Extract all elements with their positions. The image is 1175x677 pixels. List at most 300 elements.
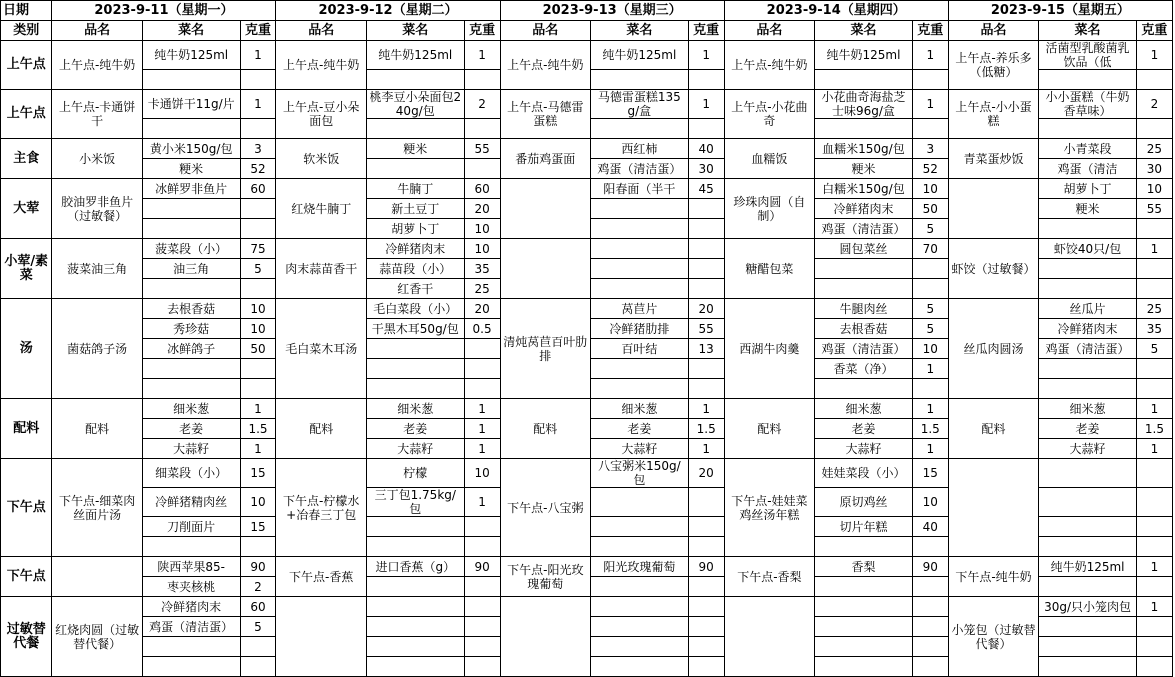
item-cell: 老姜	[1039, 419, 1137, 439]
weight-cell: 20	[464, 199, 500, 219]
dish-cell: 配料	[948, 399, 1038, 459]
item-cell: 秀珍菇	[142, 319, 240, 339]
item-cell: 蒜苗段（小）	[366, 259, 464, 279]
item-cell: 鸡蛋（清洁蛋）	[591, 159, 689, 179]
dish-cell: 软米饭	[276, 139, 366, 179]
weight-cell	[1136, 657, 1172, 677]
item-cell: 白糯米150g/包	[815, 179, 913, 199]
weight-cell: 1	[464, 41, 500, 70]
weight-cell: 5	[240, 259, 276, 279]
weight-cell: 5	[912, 219, 948, 239]
item-cell: 马德雷蛋糕135g/盒	[591, 90, 689, 119]
dish-cell: 上午点-纯牛奶	[276, 41, 366, 90]
item-cell: 老姜	[815, 419, 913, 439]
weight-cell	[1136, 359, 1172, 379]
dish-cell: 丝瓜肉圆汤	[948, 299, 1038, 399]
weight-cell: 1	[688, 399, 724, 419]
item-cell: 百叶结	[591, 339, 689, 359]
weight-cell: 15	[240, 517, 276, 537]
dish-cell: 小笼包（过敏替代餐）	[948, 597, 1038, 677]
category-cell: 下午点	[1, 557, 52, 597]
dish-cell: 上午点-纯牛奶	[500, 41, 590, 90]
dish-cell: 上午点-马德雷蛋糕	[500, 90, 590, 139]
item-cell	[591, 488, 689, 517]
item-cell: 牛腩丁	[366, 179, 464, 199]
weight-cell: 2	[240, 577, 276, 597]
day-header: 2023-9-12（星期二）	[276, 1, 500, 21]
weight-cell: 35	[464, 259, 500, 279]
item-cell: 鸡蛋（清洁蛋）	[1039, 339, 1137, 359]
weight-cell	[688, 359, 724, 379]
weight-cell: 30	[1136, 159, 1172, 179]
dish-cell: 珍珠肉圆（自制）	[724, 179, 814, 239]
weight-col-header: 克重	[1136, 21, 1172, 41]
weight-cell: 5	[240, 617, 276, 637]
weight-cell: 0.5	[464, 319, 500, 339]
weight-cell: 1	[1136, 557, 1172, 577]
item-cell: 细米葱	[815, 399, 913, 419]
weight-cell: 13	[688, 339, 724, 359]
item-cell	[142, 637, 240, 657]
category-cell: 小荤/素菜	[1, 239, 52, 299]
weight-cell: 10	[240, 488, 276, 517]
dish-cell: 虾饺（过敏餐）	[948, 239, 1038, 299]
weight-cell: 35	[1136, 319, 1172, 339]
weight-cell: 60	[240, 179, 276, 199]
dish-col-header: 品名	[500, 21, 590, 41]
item-cell	[815, 279, 913, 299]
weight-cell	[464, 359, 500, 379]
item-cell	[366, 339, 464, 359]
weight-cell	[464, 597, 500, 617]
weight-cell: 1	[240, 41, 276, 70]
weight-cell: 25	[1136, 299, 1172, 319]
weight-cell: 15	[240, 459, 276, 488]
day-header: 2023-9-11（星期一）	[52, 1, 276, 21]
weight-cell: 40	[912, 517, 948, 537]
item-cell	[591, 657, 689, 677]
weight-cell	[240, 359, 276, 379]
dish-cell: 红烧牛腩丁	[276, 179, 366, 239]
dish-cell	[948, 459, 1038, 557]
dish-cell: 青菜蛋炒饭	[948, 139, 1038, 179]
item-cell	[591, 597, 689, 617]
item-cell	[815, 379, 913, 399]
item-cell: 细菜段（小）	[142, 459, 240, 488]
item-cell	[591, 577, 689, 597]
day-header: 2023-9-15（星期五）	[948, 1, 1172, 21]
weight-cell: 90	[464, 557, 500, 577]
weight-cell: 1.5	[688, 419, 724, 439]
dish-cell	[500, 179, 590, 239]
item-cell	[815, 597, 913, 617]
dish-cell: 上午点-纯牛奶	[724, 41, 814, 90]
dish-cell: 下午点-香蕉	[276, 557, 366, 597]
item-cell	[815, 259, 913, 279]
item-cell: 细米葱	[366, 399, 464, 419]
dish-cell: 上午点-纯牛奶	[52, 41, 142, 90]
dish-cell: 菠菜油三角	[52, 239, 142, 299]
item-cell: 阳光玫瑰葡萄	[591, 557, 689, 577]
item-cell	[1039, 617, 1137, 637]
item-col-header: 菜名	[1039, 21, 1137, 41]
weight-cell	[688, 517, 724, 537]
item-cell	[1039, 259, 1137, 279]
item-cell	[1039, 219, 1137, 239]
item-cell: 大蒜籽	[366, 439, 464, 459]
item-cell	[815, 637, 913, 657]
weight-cell: 1	[1136, 597, 1172, 617]
weight-cell: 70	[912, 239, 948, 259]
weight-cell: 90	[912, 557, 948, 577]
weight-cell: 10	[464, 459, 500, 488]
dish-cell: 下午点-阳光玫瑰葡萄	[500, 557, 590, 597]
item-cell: 菠菜段（小）	[142, 239, 240, 259]
weight-cell	[464, 577, 500, 597]
item-cell	[1039, 637, 1137, 657]
item-cell: 冷鲜猪肉末	[815, 199, 913, 219]
item-cell	[1039, 577, 1137, 597]
item-cell: 冷鲜猪精肉丝	[142, 488, 240, 517]
weight-cell: 1	[240, 399, 276, 419]
dish-cell: 西湖牛肉羹	[724, 299, 814, 399]
weight-cell: 90	[688, 557, 724, 577]
item-cell: 小花曲奇海盐芝士味96g/盒	[815, 90, 913, 119]
weight-cell	[688, 379, 724, 399]
weight-cell	[688, 637, 724, 657]
weight-cell	[912, 537, 948, 557]
weight-cell: 10	[912, 339, 948, 359]
weight-cell	[1136, 537, 1172, 557]
item-cell: 冷鲜猪肉末	[366, 239, 464, 259]
weight-col-header: 克重	[912, 21, 948, 41]
dish-cell: 下午点-香梨	[724, 557, 814, 597]
item-cell: 细米葱	[142, 399, 240, 419]
weight-cell: 20	[464, 299, 500, 319]
weight-cell: 1	[688, 439, 724, 459]
item-cell: 西红柿	[591, 139, 689, 159]
item-cell: 八宝粥米150g/包	[591, 459, 689, 488]
item-cell: 粳米	[1039, 199, 1137, 219]
item-cell: 纯牛奶125ml	[142, 41, 240, 70]
dish-cell	[948, 179, 1038, 239]
item-cell	[815, 657, 913, 677]
category-cell: 大荤	[1, 179, 52, 239]
item-cell	[1039, 517, 1137, 537]
category-cell: 过敏替代餐	[1, 597, 52, 677]
weight-cell: 50	[912, 199, 948, 219]
category-cell: 主食	[1, 139, 52, 179]
weight-cell	[240, 379, 276, 399]
item-cell	[366, 119, 464, 139]
weight-cell: 1	[240, 439, 276, 459]
weight-cell: 1	[1136, 439, 1172, 459]
item-cell	[591, 119, 689, 139]
item-cell	[1039, 459, 1137, 488]
item-cell	[366, 637, 464, 657]
weight-cell: 10	[912, 179, 948, 199]
item-cell: 三丁包1.75kg/包	[366, 488, 464, 517]
item-cell	[815, 537, 913, 557]
weight-cell	[240, 219, 276, 239]
weight-cell	[688, 537, 724, 557]
dish-cell: 配料	[724, 399, 814, 459]
item-cell	[1039, 537, 1137, 557]
item-cell	[142, 279, 240, 299]
weight-cell	[464, 159, 500, 179]
item-cell	[366, 577, 464, 597]
dish-cell	[52, 557, 142, 597]
item-cell: 老姜	[142, 419, 240, 439]
dish-cell: 糖醋包菜	[724, 239, 814, 299]
item-cell	[591, 259, 689, 279]
item-cell	[591, 637, 689, 657]
item-cell: 圆包菜丝	[815, 239, 913, 259]
item-cell: 活菌型乳酸菌乳饮品（低	[1039, 41, 1137, 70]
item-cell: 枣夹核桃	[142, 577, 240, 597]
weight-cell	[240, 70, 276, 90]
weight-cell: 2	[464, 90, 500, 119]
item-cell: 丝瓜片	[1039, 299, 1137, 319]
weight-cell	[1136, 259, 1172, 279]
weight-cell: 1.5	[240, 419, 276, 439]
dish-cell: 上午点-养乐多（低糖）	[948, 41, 1038, 90]
item-cell	[591, 219, 689, 239]
item-cell	[142, 657, 240, 677]
item-cell	[591, 379, 689, 399]
weight-cell: 10	[464, 219, 500, 239]
item-cell	[1039, 70, 1137, 90]
item-cell: 毛白菜段（小）	[366, 299, 464, 319]
item-cell: 原切鸡丝	[815, 488, 913, 517]
item-cell: 干黑木耳50g/包	[366, 319, 464, 339]
weight-cell: 1	[688, 90, 724, 119]
weight-cell	[1136, 70, 1172, 90]
weight-cell: 1	[688, 41, 724, 70]
weight-cell: 10	[240, 299, 276, 319]
dish-cell: 下午点-柠檬水+冶春三丁包	[276, 459, 366, 557]
weight-cell	[688, 279, 724, 299]
item-cell	[815, 617, 913, 637]
item-cell	[815, 119, 913, 139]
weight-cell	[912, 70, 948, 90]
item-cell	[366, 159, 464, 179]
weight-cell: 5	[1136, 339, 1172, 359]
weight-cell: 10	[464, 239, 500, 259]
item-cell: 血糯米150g/包	[815, 139, 913, 159]
item-cell: 娃娃菜段（小）	[815, 459, 913, 488]
weight-cell: 3	[912, 139, 948, 159]
category-cell: 上午点	[1, 41, 52, 90]
weight-cell: 15	[912, 459, 948, 488]
item-cell: 小小蛋糕（牛奶香草味）	[1039, 90, 1137, 119]
weight-cell: 55	[1136, 199, 1172, 219]
weight-cell: 1	[464, 419, 500, 439]
weight-col-header: 克重	[464, 21, 500, 41]
dish-cell	[500, 239, 590, 299]
dish-cell: 配料	[500, 399, 590, 459]
item-cell: 鸡蛋（清洁蛋）	[142, 617, 240, 637]
weight-cell	[1136, 577, 1172, 597]
item-cell: 大蒜籽	[591, 439, 689, 459]
item-cell: 胡萝卜丁	[366, 219, 464, 239]
weight-cell	[240, 119, 276, 139]
category-label: 类别	[1, 21, 52, 41]
item-cell	[591, 537, 689, 557]
weight-cell: 60	[464, 179, 500, 199]
weight-cell: 1	[912, 399, 948, 419]
weight-col-header: 克重	[240, 21, 276, 41]
weight-cell	[464, 637, 500, 657]
dish-cell: 上午点-豆小朵面包	[276, 90, 366, 139]
dish-cell: 下午点-纯牛奶	[948, 557, 1038, 597]
weight-cell	[688, 597, 724, 617]
weight-cell	[688, 239, 724, 259]
item-cell	[366, 379, 464, 399]
item-cell	[1039, 359, 1137, 379]
weight-cell	[912, 617, 948, 637]
weight-cell	[912, 119, 948, 139]
item-cell: 去根香菇	[142, 299, 240, 319]
item-cell	[1039, 488, 1137, 517]
dish-cell	[276, 597, 366, 677]
item-cell: 桃李豆小朵面包240g/包	[366, 90, 464, 119]
weight-cell	[912, 657, 948, 677]
weight-cell: 10	[240, 319, 276, 339]
item-cell	[591, 199, 689, 219]
item-cell: 老姜	[591, 419, 689, 439]
item-cell: 阳春面（半干	[591, 179, 689, 199]
weight-cell: 52	[912, 159, 948, 179]
weight-cell	[240, 199, 276, 219]
weight-cell: 25	[1136, 139, 1172, 159]
weight-cell: 25	[464, 279, 500, 299]
weight-cell: 55	[688, 319, 724, 339]
item-cell: 细米葱	[1039, 399, 1137, 419]
dish-cell: 配料	[52, 399, 142, 459]
item-cell: 牛腿肉丝	[815, 299, 913, 319]
weight-cell	[1136, 617, 1172, 637]
category-cell: 汤	[1, 299, 52, 399]
weight-cell	[912, 637, 948, 657]
weight-cell: 20	[688, 459, 724, 488]
item-cell	[366, 617, 464, 637]
item-cell: 刀削面片	[142, 517, 240, 537]
weight-cell: 1	[464, 488, 500, 517]
item-cell: 卡通饼干11g/片	[142, 90, 240, 119]
weight-cell	[1136, 637, 1172, 657]
weight-cell	[1136, 517, 1172, 537]
item-cell: 莴苣片	[591, 299, 689, 319]
dish-cell: 上午点-卡通饼干	[52, 90, 142, 139]
item-cell: 香菜（净）	[815, 359, 913, 379]
dish-cell: 小米饭	[52, 139, 142, 179]
item-col-header: 菜名	[591, 21, 689, 41]
weight-cell: 90	[240, 557, 276, 577]
item-cell	[815, 577, 913, 597]
weight-cell: 75	[240, 239, 276, 259]
item-cell: 纯牛奶125ml	[591, 41, 689, 70]
item-cell: 冷鲜猪肋排	[591, 319, 689, 339]
dish-col-header: 品名	[948, 21, 1038, 41]
item-cell: 柠檬	[366, 459, 464, 488]
dish-cell: 毛白菜木耳汤	[276, 299, 366, 399]
weight-cell	[464, 537, 500, 557]
weight-col-header: 克重	[688, 21, 724, 41]
weight-cell: 60	[240, 597, 276, 617]
item-cell: 冷鲜猪肉末	[1039, 319, 1137, 339]
dish-cell: 下午点-八宝粥	[500, 459, 590, 557]
dish-cell	[724, 597, 814, 677]
weight-cell	[688, 119, 724, 139]
weight-cell: 1	[1136, 41, 1172, 70]
item-cell: 粳米	[142, 159, 240, 179]
weight-cell: 1	[912, 41, 948, 70]
weight-cell: 20	[688, 299, 724, 319]
item-cell	[591, 359, 689, 379]
item-cell: 新土豆丁	[366, 199, 464, 219]
item-cell: 30g/只小笼肉包	[1039, 597, 1137, 617]
weight-cell: 1.5	[1136, 419, 1172, 439]
weight-cell	[240, 279, 276, 299]
item-cell: 冰鲜鸽子	[142, 339, 240, 359]
dish-cell: 下午点-细菜肉丝面片汤	[52, 459, 142, 557]
weight-cell: 52	[240, 159, 276, 179]
weight-cell: 1	[1136, 399, 1172, 419]
item-cell	[142, 537, 240, 557]
category-cell: 上午点	[1, 90, 52, 139]
weight-cell: 5	[912, 319, 948, 339]
weight-cell: 10	[912, 488, 948, 517]
dish-cell: 上午点-小花曲奇	[724, 90, 814, 139]
item-col-header: 菜名	[815, 21, 913, 41]
weight-cell: 1	[912, 439, 948, 459]
dish-cell: 肉末蒜苗香干	[276, 239, 366, 299]
date-label: 日期	[1, 1, 52, 21]
weight-cell	[240, 657, 276, 677]
item-cell: 红香干	[366, 279, 464, 299]
dish-cell: 清炖莴苣百叶肋排	[500, 299, 590, 399]
item-cell	[142, 70, 240, 90]
dish-cell: 血糯饭	[724, 139, 814, 179]
item-cell	[366, 359, 464, 379]
dish-cell: 上午点-小小蛋糕	[948, 90, 1038, 139]
dish-col-header: 品名	[276, 21, 366, 41]
weight-cell	[912, 577, 948, 597]
weight-cell	[1136, 488, 1172, 517]
item-cell	[142, 199, 240, 219]
dish-cell	[500, 597, 590, 677]
item-cell: 纯牛奶125ml	[1039, 557, 1137, 577]
category-cell: 下午点	[1, 459, 52, 557]
item-cell	[591, 70, 689, 90]
item-cell	[591, 239, 689, 259]
weight-cell	[464, 617, 500, 637]
weight-cell	[912, 597, 948, 617]
item-cell: 细米葱	[591, 399, 689, 419]
item-cell	[591, 517, 689, 537]
weight-cell: 1	[912, 90, 948, 119]
item-cell: 陕西苹果85-	[142, 557, 240, 577]
item-cell: 胡萝卜丁	[1039, 179, 1137, 199]
weight-cell	[1136, 279, 1172, 299]
weight-cell: 1	[464, 439, 500, 459]
item-cell	[366, 537, 464, 557]
weight-cell	[1136, 459, 1172, 488]
item-col-header: 菜名	[142, 21, 240, 41]
weight-cell	[912, 279, 948, 299]
item-cell: 纯牛奶125ml	[366, 41, 464, 70]
